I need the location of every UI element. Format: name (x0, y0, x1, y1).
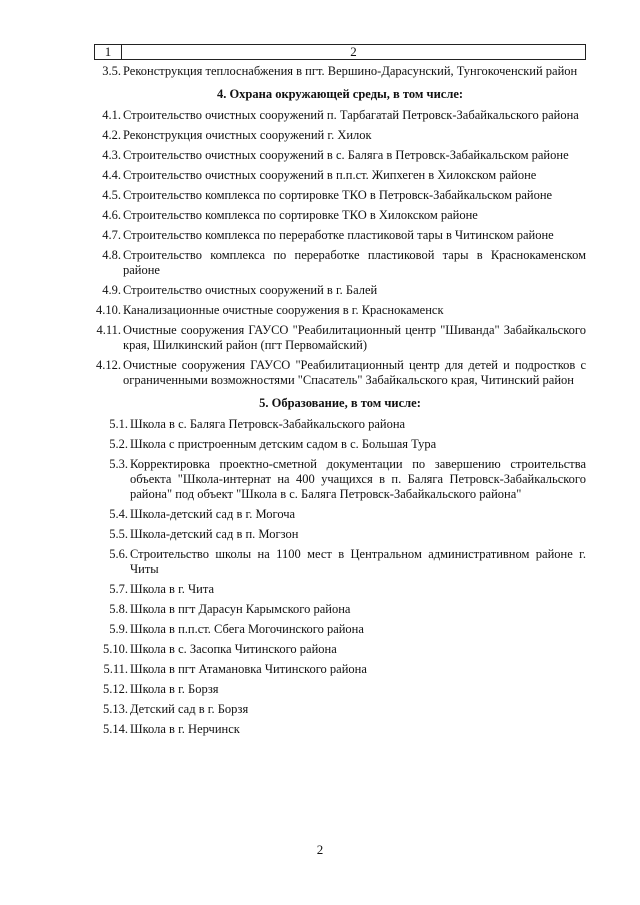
document-body (94, 64, 586, 742)
item-text: Строительство очистных сооружений п. Тарбагатай Петровск-Забайкальского района (123, 108, 579, 122)
list-item (94, 208, 586, 223)
item-number: 4.11. (96, 323, 121, 337)
item-text: Школа в г. Нерчинск (130, 722, 240, 736)
item-number: 4.3. (102, 148, 121, 162)
list-item (94, 148, 586, 163)
item-text: Школа в пгт Дарасун Карымского района (130, 602, 351, 616)
item-text: Школа с пристроенным детским садом в с. Большая Тура (130, 437, 437, 451)
list-item (94, 602, 586, 617)
item-text: Школа в с. Баляга Петровск-Забайкальского района (130, 417, 406, 431)
list-item (94, 128, 586, 143)
column-header-1: 1 (95, 45, 122, 59)
item-number: 4.12. (96, 358, 121, 372)
list-item (94, 457, 586, 502)
item-number: 5.5. (109, 527, 128, 541)
pre-items-list (94, 64, 586, 79)
item-number: 4.6. (102, 208, 121, 222)
item-text: Строительство комплекса по переработке пластиковой тары в Краснокаменском районе (123, 248, 586, 277)
item-number: 4.8. (102, 248, 121, 262)
list-item (94, 188, 586, 203)
list-item (94, 228, 586, 243)
list-item (94, 622, 586, 637)
item-text: Строительство школы на 1100 мест в Центральном административном районе г. Читы (130, 547, 586, 576)
column-header-table (94, 44, 586, 60)
item-number: 5.8. (109, 602, 128, 616)
item-number: 5.9. (109, 622, 128, 636)
item-number: 5.12. (103, 682, 128, 696)
item-text: Строительство очистных сооружений в г. Балей (123, 283, 378, 297)
item-text: Очистные сооружения ГАУСО "Реабилитационный центр для детей и подростков с ограниченными возможностями "Спасатель" Забайкальского края, Читинский район (123, 358, 586, 387)
section-4-list (94, 108, 586, 388)
item-text: Строительство комплекса по переработке пластиковой тары в Читинском районе (123, 228, 554, 242)
item-number: 5.10. (103, 642, 128, 656)
item-text: Канализационные очистные сооружения в г. Краснокаменск (123, 303, 444, 317)
section-4-title: 4. Охрана окружающей среды, в том числе: (216, 87, 464, 101)
list-item (94, 248, 586, 278)
item-number: 4.9. (102, 283, 121, 297)
list-item (94, 642, 586, 657)
item-number: 5.1. (109, 417, 128, 431)
item-number: 5.11. (103, 662, 128, 676)
page-number: 2 (316, 842, 324, 857)
list-item (94, 527, 586, 542)
list-item (94, 358, 586, 388)
item-number: 5.13. (103, 702, 128, 716)
list-item (94, 303, 586, 318)
item-text: Школа-детский сад в п. Могзон (130, 527, 299, 541)
item-number: 4.2. (102, 128, 121, 142)
item-number: 5.4. (109, 507, 128, 521)
item-number: 5.2. (109, 437, 128, 451)
list-item (94, 108, 586, 123)
list-item (94, 682, 586, 697)
list-item (94, 662, 586, 677)
item-number: 5.14. (103, 722, 128, 736)
item-text: Корректировка проектно-сметной документации по завершению строительства объекта "Школа-интернат на 400 учащихся в п. Баляга Петровск-Забайкальского района" под объект "Школа в с. Баляга Петровск-Забайкальского района" (130, 457, 586, 501)
list-item (94, 168, 586, 183)
list-item (94, 283, 586, 298)
item-text: Реконструкция очистных сооружений г. Хилок (123, 128, 372, 142)
list-item (94, 582, 586, 597)
section-5-list (94, 417, 586, 737)
item-number: 4.7. (102, 228, 121, 242)
item-text: Школа в г. Борзя (130, 682, 219, 696)
item-text: Реконструкция теплоснабжения в пгт. Вершино-Дарасунский, Тунгокоченский район (123, 64, 578, 78)
item-text: Школа-детский сад в г. Могоча (130, 507, 296, 521)
item-number: 4.1. (102, 108, 121, 122)
section-5-title: 5. Образование, в том числе: (259, 396, 421, 410)
item-text: Строительство очистных сооружений в с. Баляга в Петровск-Забайкальском районе (123, 148, 569, 162)
item-text: Очистные сооружения ГАУСО "Реабилитационный центр "Шиванда" Забайкальского края, Шилкинский район (пгт Первомайский) (123, 323, 586, 352)
list-item (94, 547, 586, 577)
item-number: 5.3. (109, 457, 128, 471)
item-text: Школа в пгт Атамановка Читинского района (130, 662, 367, 676)
column-header-2: 2 (350, 44, 357, 59)
item-text: Школа в п.п.ст. Сбега Могочинского района (130, 622, 364, 636)
item-text: Детский сад в г. Борзя (130, 702, 249, 716)
list-item (94, 722, 586, 737)
item-text: Школа в г. Чита (130, 582, 215, 596)
item-number: 5.6. (109, 547, 128, 561)
item-text: Строительство комплекса по сортировке ТКО в Хилокском районе (123, 208, 478, 222)
list-item (94, 702, 586, 717)
item-number: 4.5. (102, 188, 121, 202)
item-number: 3.5. (102, 64, 121, 78)
item-number: 5.7. (109, 582, 128, 596)
item-text: Школа в с. Засопка Читинского района (130, 642, 337, 656)
item-text: Строительство комплекса по сортировке ТКО в Петровск-Забайкальском районе (123, 188, 553, 202)
list-item (94, 417, 586, 432)
list-item (94, 437, 586, 452)
item-number: 4.10. (96, 303, 121, 317)
list-item (94, 64, 586, 79)
list-item (94, 323, 586, 353)
item-number: 4.4. (102, 168, 121, 182)
list-item (94, 507, 586, 522)
item-text: Строительство очистных сооружений в п.п.ст. Жипхеген в Хилокском районе (123, 168, 537, 182)
